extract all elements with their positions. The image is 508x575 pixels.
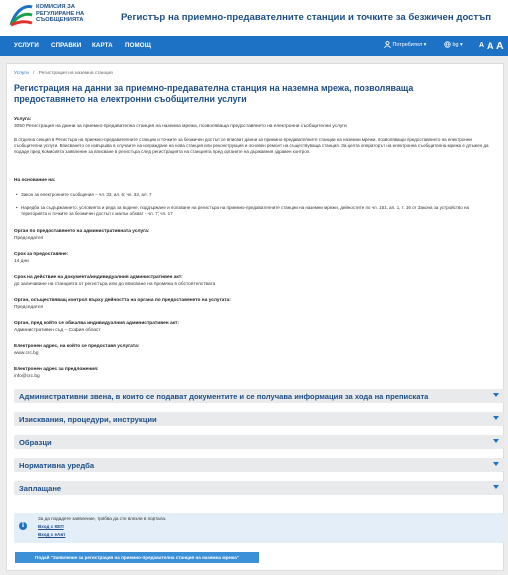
user-label: Потребител (392, 41, 423, 48)
legal-basis-item: • Закон за електронните съобщения – чл. 33, ал. 6; чл. 33, ал. 7 (21, 192, 495, 198)
service-label: Услуга: (14, 117, 32, 122)
language-label: bg (452, 41, 459, 48)
field-label: Срок на действие на документа/индивидуалния административен акт: (14, 275, 183, 280)
breadcrumb-home-link[interactable]: Услуги (14, 71, 29, 76)
field-label: Орган, пред който се обжалва индивидуалния административен акт: (14, 321, 179, 326)
info-icon: i (19, 522, 27, 530)
field-value: Председател (14, 305, 44, 310)
login-notice-text: За да подадете заявление, трябва да сте влезли в портала. (38, 516, 167, 521)
accordion-requirements[interactable] (14, 412, 504, 426)
accordion-templates[interactable] (14, 435, 504, 449)
accordion-label: Заплащане (19, 484, 62, 493)
site-header (0, 0, 508, 36)
chevron-down-icon (493, 439, 499, 443)
field-value: до заличаване на станцията от регистъра или до вписване на промяна в обстоятелствата (14, 282, 216, 287)
service-value: 3050 Регистрация на данни за приемно-предавателна станция на наземна мрежа, позволяваща предоставянето на електронни съобщителни услуги (14, 124, 347, 129)
chevron-down-icon: ▾ (423, 41, 427, 48)
chevron-down-icon (493, 416, 499, 420)
chevron-down-icon (493, 462, 499, 466)
chevron-down-icon: ▾ (460, 41, 463, 48)
breadcrumb (14, 71, 113, 76)
accordion-label: Нормативна уредба (19, 461, 95, 470)
logo-text: КОМИСИЯ ЗА РЕГУЛИРАНЕ НА СЪОБЩЕНИЯТА (36, 4, 85, 24)
crc-logo-icon (8, 3, 34, 31)
legal-basis-label: На основание на: (14, 178, 56, 183)
field-value: Административен съд – София област (14, 328, 101, 333)
font-size-medium-button[interactable]: A (487, 41, 494, 51)
font-size-large-button[interactable]: A (496, 40, 504, 52)
field-label: Срок за предоставяне: (14, 252, 69, 257)
breadcrumb-separator: / (33, 71, 35, 76)
accordion-regulations[interactable] (14, 458, 504, 472)
user-icon (384, 41, 391, 48)
login-notice (14, 513, 504, 543)
site-title: Регистър на приемно-предавателните станции и точките за безжичен достъп (121, 12, 491, 23)
service-card (6, 63, 504, 571)
field-value: www.crc.bg (14, 351, 39, 356)
chevron-down-icon (493, 485, 499, 489)
accordion-label: Образци (19, 438, 52, 447)
service-description: В отделна секция в Регистъра на приемно-предавателните станции и точките за безжичен достъп се вписват данни за приемно-предавателните станции на наземни мрежи, позволяващи предоставянето на електронни съобщителни услуги. Вписването се извършва в случаите на изграждане на нова станция или реконструкция и основен ремонт на съществуваща станция. За целта операторът на електронна съобщителна мрежа е длъжен да подаде пред Комисията заявление за вписване в регистъра след регистрацията на станцията пред органите на държавния здравен контрол. (14, 137, 489, 155)
nav-item-map[interactable]: КАРТА (92, 42, 113, 49)
field-label: Електронен адрес за предложения: (14, 367, 99, 372)
font-size-small-button[interactable]: A (479, 42, 485, 49)
main-nav (0, 36, 508, 56)
nav-item-help[interactable]: ПОМОЩ (125, 42, 152, 49)
field-value: 14 дни (14, 259, 29, 264)
login-eauth-link[interactable]: Вход с еАвт (38, 532, 66, 537)
field-value: info@crc.bg (14, 374, 40, 379)
submit-application-button[interactable]: Подай "Заявление за регистрация на приемно-предавателна станция на наземна мрежа" (15, 552, 259, 563)
breadcrumb-current: Регистрация на наземна станция (38, 71, 113, 76)
accordion-label: Административни звена, в които се подават документите и се получава информация за хода на преписката (19, 392, 429, 401)
field-label: Орган, осъществяващ контрол върху дейността на органа по предоставянето на услугата: (14, 298, 231, 303)
field-label: Електронен адрес, на който се предоставя услугата: (14, 344, 140, 349)
legal-basis-item: • Наредба за съдържанието, условията и реда за водене, поддържане и ползване на регистъра на приемно-предавателните станции на наземни мрежи, дейностите по чл. 151, ал. 1, т. 16 от Закона за устройство на територията и точките за безжичен достъп с малък обхват - чл. 7; чл. 17 (21, 205, 495, 217)
nav-item-services[interactable]: УСЛУГИ (14, 42, 39, 49)
field-label: Орган по предоставянето на административната услуга: (14, 229, 150, 234)
user-menu[interactable] (384, 41, 426, 48)
accordion-payment[interactable] (14, 481, 504, 495)
login-kep-link[interactable]: Вход с КЕП (38, 524, 64, 529)
chevron-down-icon (493, 393, 499, 397)
accordion-admin-units[interactable] (14, 389, 504, 403)
nav-item-reports[interactable]: СПРАВКИ (51, 42, 82, 49)
language-menu[interactable] (444, 41, 463, 48)
crc-logo[interactable] (8, 3, 108, 33)
page-title: Регистрация на данни за приемно-предавателна станция на наземна мрежа, позволяваща предоставянето на електронни съобщителни услуги (14, 83, 414, 104)
field-value: Председател (14, 236, 44, 241)
accordion-label: Изисквания, процедури, инструкции (19, 415, 157, 424)
globe-icon (444, 41, 451, 48)
